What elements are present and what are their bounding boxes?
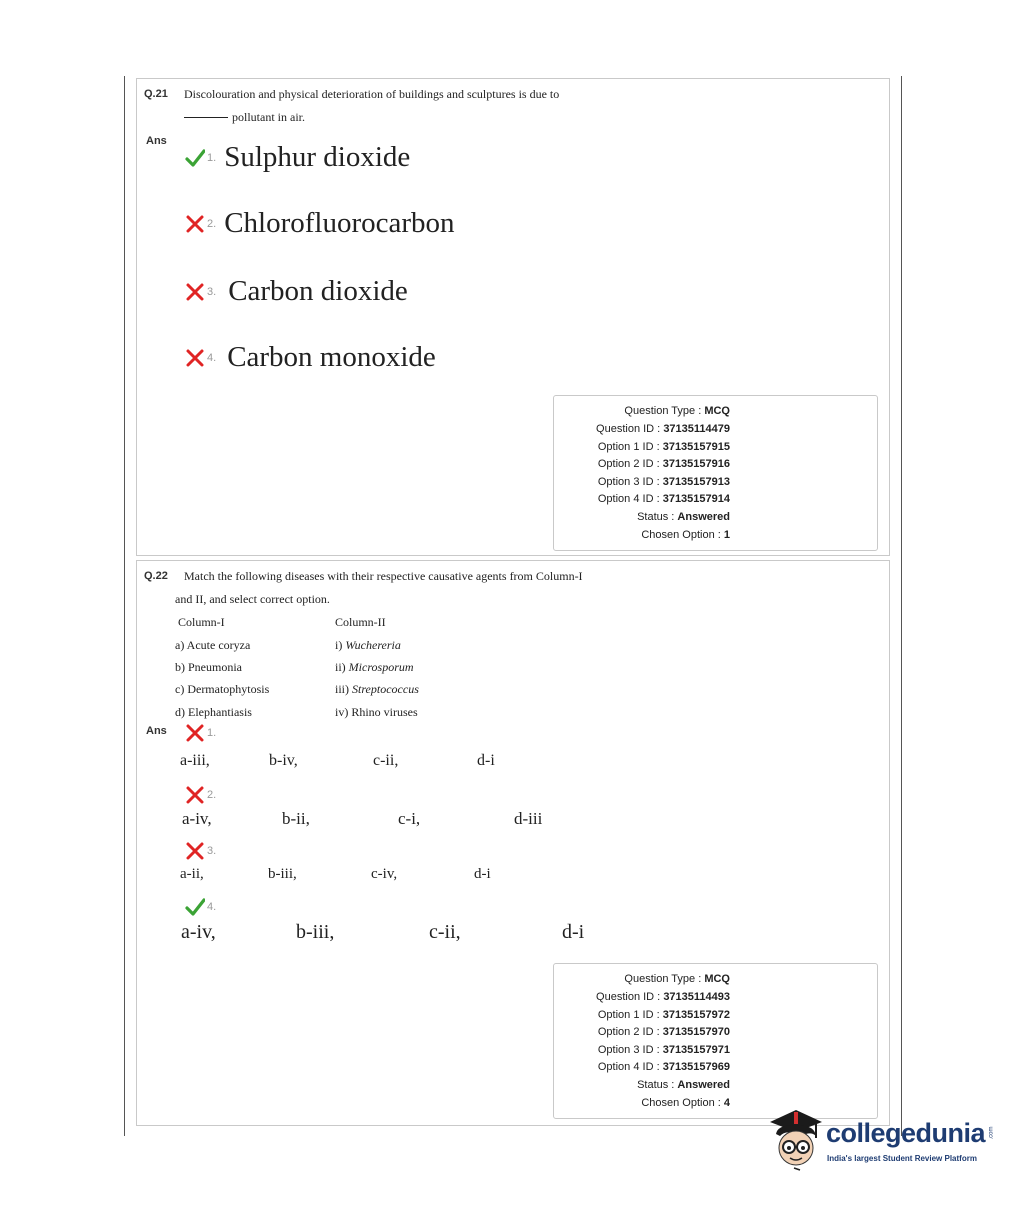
option-1-part: c-ii, — [373, 752, 399, 769]
option-1 — [185, 141, 410, 174]
option-1-part: a-iii, — [180, 752, 210, 769]
column1-item: a) Acute coryza — [175, 638, 251, 652]
option-text: Carbon dioxide — [228, 275, 408, 307]
column2-item: ii) Microsporum — [335, 660, 414, 674]
mascot-icon — [766, 1104, 824, 1174]
option-3-part: b-iii, — [268, 866, 297, 882]
ans-label: Ans — [146, 725, 167, 737]
question-text-line1: Match the following diseases with their respective causative agents from Column-I — [184, 569, 583, 583]
check-icon — [185, 148, 205, 168]
info-option3-id: Option 3 ID : 37135157913 — [597, 476, 730, 488]
option-4-part: b-iii, — [296, 921, 335, 943]
option-2 — [185, 207, 455, 240]
column2-header: Column-II — [335, 615, 386, 629]
column1-item: d) Elephantiasis — [175, 705, 252, 719]
option-3-part: c-iv, — [371, 866, 398, 882]
question-number: Q.22 — [144, 570, 168, 582]
page-border-left — [124, 76, 125, 1136]
option-number: 1. — [207, 151, 217, 164]
fill-blank — [184, 117, 228, 118]
option-4 — [185, 341, 436, 374]
cross-icon — [185, 282, 205, 302]
question-text-line1: Discolouration and physical deterioration of buildings and sculptures is due to — [184, 87, 560, 101]
column1-item: c) Dermatophytosis — [175, 682, 270, 696]
cross-icon — [185, 841, 205, 861]
info-option4-id: Option 4 ID : 37135157969 — [597, 1061, 730, 1073]
option-number: 4. — [207, 901, 217, 913]
info-question-id: Question ID : 37135114479 — [596, 423, 730, 435]
question-22-info-box — [553, 963, 878, 1119]
option-1-part: b-iv, — [269, 752, 298, 769]
option-2-part: d-iii — [514, 809, 543, 828]
option-1-part: d-i — [477, 752, 495, 769]
option-number: 2. — [207, 217, 217, 230]
cross-icon — [185, 348, 205, 368]
option-number: 3. — [207, 285, 217, 298]
option-3-part: d-i — [474, 866, 491, 882]
question-text — [184, 83, 559, 129]
question-text-line2: and II, and select correct option. — [175, 592, 330, 606]
info-question-id: Question ID : 37135114493 — [596, 991, 730, 1003]
column1-header: Column-I — [178, 615, 225, 629]
option-text: Sulphur dioxide — [224, 141, 411, 173]
info-status: Status : Answered — [637, 511, 730, 523]
logo-suffix: .com — [988, 1126, 995, 1140]
cross-icon — [185, 785, 205, 805]
option-2-part: a-iv, — [182, 809, 212, 828]
option-4-part: d-i — [562, 921, 585, 943]
logo-tagline: India's largest Student Review Platform — [827, 1154, 977, 1163]
option-3-part: a-ii, — [180, 866, 204, 882]
option-4-part: c-ii, — [429, 921, 461, 943]
question-number: Q.21 — [144, 88, 168, 100]
option-4-part: a-iv, — [181, 921, 216, 943]
column2-item: iii) Streptococcus — [335, 682, 419, 696]
logo-wordmark: collegedunia — [826, 1118, 986, 1148]
info-chosen-option: Chosen Option : 4 — [641, 1097, 730, 1109]
info-chosen-option: Chosen Option : 1 — [641, 529, 730, 541]
ans-label: Ans — [146, 135, 167, 147]
option-1-marker — [185, 723, 216, 743]
option-number: 4. — [207, 351, 217, 364]
info-question-type: Question Type : MCQ — [624, 973, 730, 985]
option-text: Carbon monoxide — [227, 341, 436, 373]
option-2-part: b-ii, — [282, 809, 310, 828]
column2-item: iv) Rhino viruses — [335, 705, 418, 719]
option-number: 2. — [207, 789, 217, 801]
option-number: 1. — [207, 727, 217, 739]
option-4-marker — [185, 897, 216, 917]
info-option3-id: Option 3 ID : 37135157971 — [597, 1044, 730, 1056]
check-icon — [185, 897, 205, 917]
question-21-info-box — [553, 395, 878, 551]
info-question-type: Question Type : MCQ — [624, 405, 730, 417]
cross-icon — [185, 723, 205, 743]
info-option2-id: Option 2 ID : 37135157970 — [597, 1026, 730, 1038]
option-2-marker — [185, 785, 216, 805]
cross-icon — [185, 214, 205, 234]
page-border-right — [901, 76, 902, 1136]
column1-item: b) Pneumonia — [175, 660, 242, 674]
option-number: 3. — [207, 845, 217, 857]
column2-item: i) Wuchereria — [335, 638, 401, 652]
info-status: Status : Answered — [637, 1079, 730, 1091]
info-option1-id: Option 1 ID : 37135157972 — [597, 1009, 730, 1021]
option-3-marker — [185, 841, 216, 861]
info-option1-id: Option 1 ID : 37135157915 — [597, 441, 730, 453]
question-text-line2: pollutant in air. — [184, 106, 559, 129]
collegedunia-logo — [766, 1104, 1006, 1174]
info-option2-id: Option 2 ID : 37135157916 — [597, 458, 730, 470]
info-option4-id: Option 4 ID : 37135157914 — [597, 493, 730, 505]
option-text: Chlorofluorocarbon — [224, 207, 455, 239]
option-2-part: c-i, — [398, 809, 421, 828]
option-3 — [185, 275, 408, 308]
